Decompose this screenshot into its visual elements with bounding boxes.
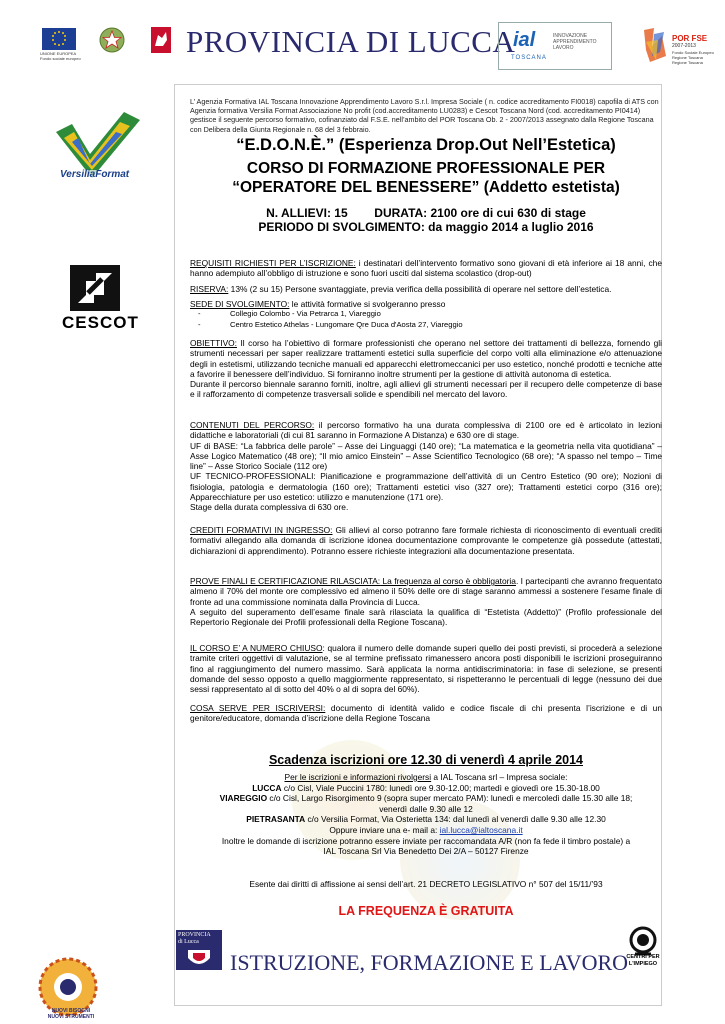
contents-section — [190, 420, 662, 513]
postal-text-1: Inoltre le domande di iscrizione potranno essere inviate per raccomandata A/R (non fa fede il timbro postale) a — [221, 835, 631, 846]
info-text: a IAL Toscana srl – Impresa sociale: — [431, 772, 568, 782]
viareggio-city: VIAREGGIO — [219, 793, 268, 804]
enrollment-docs-text: documento di identità valido e codice fiscale di chi presenta l’iscrizione e di un genitore/educatore, domanda d’iscrizione della Regione Toscana — [190, 703, 662, 724]
venue-section — [190, 299, 662, 330]
eu-label: UNIONE EUROPEA Fondo sociale europeo — [40, 51, 81, 61]
credits-label: CREDITI FORMATIVI IN INGRESSO: — [190, 525, 333, 535]
posting-exemption-note: Esente dai diritti di affissione ai sensi dell’art. 21 DECRETO LEGISLATIVO n° 507 del 15/11/’93 — [249, 879, 603, 889]
contents-text: il percorso formativo ha una durata complessiva di 2100 ore ed è articolato in lezioni didattiche e laboratoriali (di cui 81 saranno in Formazione A Distanza) e 630 ore di stage. — [190, 420, 662, 441]
enrollment-deadline: Scadenza iscrizioni ore 12.30 di venerdì 4 aprile 2014 — [268, 753, 584, 767]
limited-places-text: : qualora il numero delle domande superi quello dei posti previsti, si procederà a selezione tramite criteri oggettivi di valutazione, se al termine prefissato rimanessero ancora posti disponibili le iscrizioni proseguiranno fino al raggiungimento del numero massimo. Sarà applicata la norma antidiscriminatoria: in fase di selezione, se presenti domande del sesso opposto a quello maggiormente rappresentato, si rispetteranno le percentuali di legge (nessuno dei due sessi rappresentato al di sotto del 40% o al di sopra del 60%). — [190, 643, 662, 695]
students-duration: N. ALLIEVI: 15 DURATA: 2100 ore di cui 630 di stage — [266, 206, 586, 220]
footer-title: ISTRUZIONE, FORMAZIONE E LAVORO — [230, 950, 629, 975]
footer-province-text: PROVINCIA di Lucca — [178, 932, 211, 945]
lucca-text: c/o Cisl, Viale Puccini 1780: lunedì ore 9.30-12.00; martedì e giovedì ore 15.30-18.00 — [281, 782, 600, 793]
attendance-mandatory-text: La frequenza al corso è obbligatoria — [380, 576, 516, 586]
objective-section — [190, 338, 662, 400]
por-fse-subtitle: Fondo Sociale Europeo Regione Toscana Regione Toscana — [672, 50, 714, 65]
contacts-section — [186, 772, 666, 857]
course-info — [186, 206, 666, 234]
requirements-text: i destinatari dell’intervento formativo sono giovani di età inferiore ai 18 anni, che hanno adempiuto all’obbligo di istruzione e sono fuori usciti dal sistema scolastico (drop-out) — [190, 258, 662, 279]
requirements-label: REQUISITI RICHIESTI PER L’ISCRIZIONE: — [190, 258, 356, 268]
por-fse-logo — [640, 26, 670, 66]
cescot-text: CESCOT — [62, 313, 139, 332]
ial-logo-subtitle: INNOVAZIONE APPRENDIMENTO LAVORO — [553, 33, 597, 51]
ial-logo-region: TOSCANA — [511, 55, 547, 61]
intro-paragraph: L’ Agenzia Formativa IAL Toscana Innovazione Apprendimento Lavoro S.r.l. Impresa Sociale ( n. codice accreditamento FI0018) capofila di ATS con Agenzia formativa Versilia Format Associazione No profit (cod.accreditamento LU0283) e Cescot Toscana Nord (cod. accreditamento PI0414) gestisce il seguente percorso formativo, cofinanziato dal F.S.E. nell’ambito del POR Toscana Ob. 2 - 2007/2013 assegnato dalla Regione Toscana con Delibera della Giunta Regionale n. 68 del 3 febbraio. — [190, 97, 659, 134]
info-label: Per le iscrizioni e informazioni rivolgersi — [284, 772, 432, 782]
stage-text: Stage della durata complessiva di 630 ore. — [190, 502, 349, 513]
final-exams-text: . I partecipanti che avranno frequentato almeno il 70% del monte ore complessivo ed almeno il 50% delle ore di stage saranno ammessi a sostenere l’esame finale di fronte ad una commissione nominata dalla Provincia di Lucca. — [190, 576, 662, 607]
email-link[interactable]: ial.lucca@ialtoscana.it — [439, 824, 523, 835]
course-acronym-title: “E.D.O.N.È.” (Esperienza Drop.Out Nell’Estetica) — [236, 136, 616, 154]
pietrasanta-text: c/o Versilia Format, Via Osterietta 134: dal lunedì al venerdì dalle 9.30 alle 12.30 — [305, 814, 606, 825]
venue-item-1: - Collegio Colombo - Via Petrarca 1, Viareggio — [190, 309, 662, 319]
course-period: PERIODO DI SVOLGIMENTO: da maggio 2014 a luglio 2016 — [258, 220, 594, 234]
course-title-line-2: “OPERATORE DEL BENESSERE” (Addetto estetista) — [232, 179, 620, 196]
venue-label: SEDE DI SVOLGIMENTO: — [190, 299, 290, 309]
venue-item-2: - Centro Estetico Athelas - Lungomare Qre Duca d'Aosta 27, Viareggio — [190, 320, 662, 330]
lucca-city: LUCCA — [252, 782, 282, 793]
limited-places-section — [190, 643, 662, 694]
italy-emblem-logo — [98, 26, 126, 56]
pietrasanta-city: PIETRASANTA — [246, 814, 306, 825]
objective-text-2: Durante il percorso biennale saranno forniti, inoltre, agli allievi gli strumenti necessari per il recupero delle competenze di base e il rafforzamento di competenze trasversali solide e spendibili nel mercato del lavoro. — [190, 379, 662, 400]
por-fse-years: 2007-2013 — [672, 43, 696, 49]
final-exams-label: PROVE FINALI E CERTIFICAZIONE RILASCIATA: — [190, 576, 381, 586]
enrollment-docs-section — [190, 703, 662, 724]
venue-text: le attività formative si svolgeranno presso — [289, 299, 446, 309]
viareggio-text-2: venerdì dalle 9.30 alle 12 — [379, 803, 473, 814]
centri-impiego-text: CENTRI PER L'IMPIEGO — [626, 954, 660, 967]
ial-toscana-logo — [498, 22, 612, 70]
eu-stars-icon — [42, 28, 76, 50]
credits-text: Gli allievi al corso potranno fare formale richiesta di riconoscimento di eventuali crediti formativi allegando alla domanda di iscrizione idonea documentazione comprovante le competenze già possedute (attestati, dichiarazioni di apprendimento). Potranno essere richieste integrazioni alla documentazione presentata. — [190, 525, 662, 556]
qualification-text: A seguito del superamento dell’esame finale sarà rilasciata la qualifica di “Estetista (Addetto)” (Profilo professionale del Repertorio Regionale dei Profili professionali della Regione Toscana). — [190, 606, 662, 628]
reserve-label: RISERVA: — [190, 284, 229, 294]
por-fse-graphic-icon — [640, 26, 670, 66]
final-exams-section — [190, 576, 662, 627]
cescot-square-icon — [62, 263, 132, 313]
objective-text: Il corso ha l’obiettivo di formare professionisti che operano nel settore dei trattamenti di bellezza, fornendo gli strumenti necessari per saper realizzare trattamenti estetici sulla superficie del corpo volti alla eliminazione e/o attenuazione degli in estetismi, utilizzando tecniche manuali ed apparecchi elettromeccanici per uso estetico, nonché prodotti e tecniche atte a favorire il benessere dell’individuo. Si forniranno inoltre strumenti per la gestione di attività autonoma di estetica. — [190, 338, 662, 379]
postal-text-2: IAL Toscana Srl Via Benedetto Dei 2/A – 50127 Firenze — [323, 846, 529, 857]
versilia-format-logo — [50, 108, 150, 188]
objective-label: OBIETTIVO: — [190, 338, 237, 348]
cescot-logo — [62, 263, 139, 335]
por-fse-title: POR FSE — [672, 34, 708, 43]
regione-toscana-logo — [150, 26, 172, 56]
requirements-section — [190, 258, 662, 279]
versilia-format-text: VersiliaFormat — [60, 169, 130, 180]
course-title-line-1: CORSO DI FORMAZIONE PROFESSIONALE PER — [246, 160, 606, 177]
limited-places-label: IL CORSO E’ A NUMERO CHIUSO — [190, 643, 323, 653]
contents-label: CONTENUTI DEL PERCORSO: — [190, 420, 315, 430]
eu-flag-logo — [42, 28, 76, 50]
uf-base-text: UF di BASE: “La fabbrica delle parole” – Asse dei Linguaggi (140 ore); “La matematica e la geometria nella vita quotidiana” – Asse Logico Matematico (48 ore); “Il mio amico Einstein” – Asse Scientifico Tecnologico (68 ore); “A spasso nel tempo – Time line” – Asse Storico Sociale (112 ore) — [190, 440, 662, 472]
star-emblem-icon — [98, 26, 126, 56]
course-title — [186, 159, 666, 197]
footer-province-logo — [176, 930, 222, 970]
credits-section — [190, 525, 662, 556]
reserve-section — [190, 284, 662, 294]
uf-technical-text: UF TECNICO-PROFESSIONALI: Pianificazione e programmazione dell’attività di un Centro Estetico (90 ore); Nozioni di fisiologia, patologia e dermatologia (160 ore); Trattamenti estetici viso (327 ore); Trattamenti estetici corpo (316 ore); Apparecchiature per uso estetico: utilizzo e manutenzione (171 ore). — [190, 471, 662, 503]
enrollment-docs-label: COSA SERVE PER ISCRIVERSI: — [190, 703, 326, 713]
email-prefix: Oppure inviare una e- mail a: — [329, 824, 440, 835]
reserve-text: 13% (2 su 15) Persone svantaggiate, previa verifica della possibilità di operare nel settore dell’estetica. — [228, 284, 612, 294]
ial-logo-text: ial — [513, 29, 536, 51]
viareggio-text: c/o Cisl, Largo Risorgimento 9 (sopra super mercato PAM): lunedì e mercoledì dalle 15.30 alle 18; — [267, 793, 633, 804]
footer-badge-text: NUOVI BISOGNI NUOVI STRUMENTI — [47, 1008, 95, 1020]
free-attendance-banner: LA FREQUENZA È GRATUITA — [338, 904, 514, 918]
province-title: PROVINCIA DI LUCCA — [186, 24, 516, 59]
province-crest-icon — [184, 948, 214, 968]
pegasus-shield-icon — [150, 26, 172, 56]
